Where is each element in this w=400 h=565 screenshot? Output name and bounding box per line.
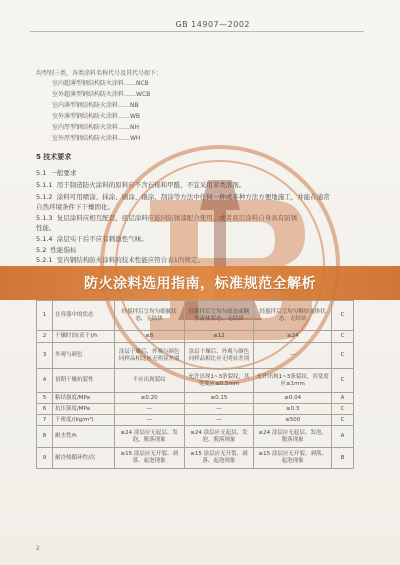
table-row: [37, 426, 354, 448]
row-item: 干燥时间(表干)/h: [52, 331, 114, 343]
row-class: C: [332, 331, 354, 343]
row-item: 在容器中的状态: [52, 301, 114, 331]
row-value: ≥24 涂层应无起层、发泡、脱落现象: [254, 426, 332, 448]
row-value: ≥15 涂层应无开裂、剥落、起泡现象: [114, 448, 184, 469]
row-value: ≥0.04: [254, 393, 332, 404]
row-value: 不应出现裂纹: [114, 369, 184, 393]
page-number: 2: [36, 545, 40, 552]
row-value: ≥15 涂层应无开裂、剥落、起泡现象: [254, 448, 332, 469]
row-value: 涂层干燥后，外观与颜色同样品相比应无明显差别: [184, 343, 254, 369]
section-item: 5.1 一般要求: [36, 169, 77, 177]
row-item: 耐冷热循环性/次: [52, 448, 114, 469]
section-item: 5.1.2 涂料可用喷涂、抹涂、刷涂、辊涂、刮涂等方法中任何一种或多种方法方便地施工，并能在通常: [36, 193, 330, 201]
row-class: A: [332, 393, 354, 404]
section-item: 5.2 性能指标: [36, 246, 77, 254]
row-number: 5: [37, 393, 53, 404]
code-line: 室外薄型钢结构防火涂料……WB: [52, 113, 141, 120]
code-line: 室内超薄型钢结构防火涂料……NCB: [52, 80, 149, 87]
table-row: [37, 369, 354, 393]
row-value: 经搅拌后呈均匀细腻状态，无结块: [114, 301, 184, 331]
row-number: 1: [37, 301, 53, 331]
row-class: C: [332, 415, 354, 426]
row-value: ≥24 涂层应无起层、发泡、脱落现象: [184, 426, 254, 448]
section-item: 自然环境条件下干燥固化。: [36, 203, 114, 211]
row-item: 初期干燥抗裂性: [52, 369, 114, 393]
table-row: [37, 343, 354, 369]
table-row: [37, 393, 354, 404]
row-value: —: [184, 404, 254, 415]
section-item: 5.1.4 涂层实干后不应有刺激性气味。: [36, 235, 148, 243]
row-value: —: [114, 415, 184, 426]
row-number: 2: [37, 331, 53, 343]
section-item: 性能。: [36, 224, 56, 232]
header-rule: [30, 31, 364, 32]
row-value: 经搅拌后呈均匀液态或稠厚流体状态，无结块: [184, 301, 254, 331]
row-class: C: [332, 301, 354, 331]
title-banner: [0, 266, 400, 300]
row-value: 允许出现1~3条裂纹，其宽度应≤0.5mm: [184, 369, 254, 393]
row-number: 6: [37, 404, 53, 415]
row-value: ≤12: [184, 331, 254, 343]
row-value: —: [254, 343, 332, 369]
row-item: 粘结强度/MPa: [52, 393, 114, 404]
row-value: 经搅拌后呈均匀稠厚流体状态，无结块: [254, 301, 332, 331]
row-class: A: [332, 426, 354, 448]
row-value: 涂层干燥后，外观与颜色同样品相比应无明显差别: [114, 343, 184, 369]
row-number: 9: [37, 448, 53, 469]
code-line: 室内薄型钢结构防火涂料……NB: [52, 102, 139, 109]
section-heading: 5 技术要求: [36, 153, 72, 161]
section-item: 5.1.1 用于制造防火涂料的原料应不含石棉和甲醛，不宜采用苯类溶剂。: [36, 181, 246, 189]
row-value: ≥0.15: [184, 393, 254, 404]
section-item: 5.2.1 室内钢结构防火涂料的技术性能应符合表1的规定。: [36, 256, 204, 264]
row-value: ≥0.3: [254, 404, 332, 415]
row-value: ≥15 涂层应无开裂、剥落、起泡现象: [184, 448, 254, 469]
code-line: 室外厚型钢结构防火涂料……WH: [52, 135, 141, 142]
section-item: 5.1.3 复层涂料应相互配套，底层涂料应能同防锈漆配合使用，或者底层涂料自身具有防锈: [36, 214, 298, 222]
spec-table: [36, 300, 354, 469]
row-number: 7: [37, 415, 53, 426]
row-class: C: [332, 343, 354, 369]
row-value: —: [114, 404, 184, 415]
row-number: 3: [37, 343, 53, 369]
banner-title: 防火涂料选用指南，标准规范全解析: [84, 276, 316, 292]
row-value: 允许出现1~3条裂纹，其宽度应≤1mm: [254, 369, 332, 393]
table-row: [37, 331, 354, 343]
intro-line: 均型别三类，各类涂料名称代号及其代号如下：: [36, 70, 163, 77]
row-value: ≥24 涂层应无起层、发泡、脱落现象: [114, 426, 184, 448]
row-class: C: [332, 404, 354, 415]
table-row: [37, 415, 354, 426]
row-item: 干密度/(kg/m³): [52, 415, 114, 426]
row-class: B: [332, 448, 354, 469]
row-number: 8: [37, 426, 53, 448]
code-line: 室外超薄型钢结构防火涂料……WCB: [52, 91, 151, 98]
row-value: ≤24: [254, 331, 332, 343]
row-item: 耐水性/h: [52, 426, 114, 448]
row-value: ≥0.20: [114, 393, 184, 404]
row-value: ≤8: [114, 331, 184, 343]
code-line: 室内厚型钢结构防火涂料……NH: [52, 124, 140, 131]
table-row: [37, 448, 354, 469]
table-row: [37, 404, 354, 415]
standard-number: GB 14907—2002: [175, 20, 250, 29]
row-value: —: [184, 415, 254, 426]
row-class: C: [332, 369, 354, 393]
row-value: ≤500: [254, 415, 332, 426]
row-item: 外观与颜色: [52, 343, 114, 369]
row-item: 抗压强度/MPa: [52, 404, 114, 415]
row-number: 4: [37, 369, 53, 393]
table-row: [37, 301, 354, 331]
